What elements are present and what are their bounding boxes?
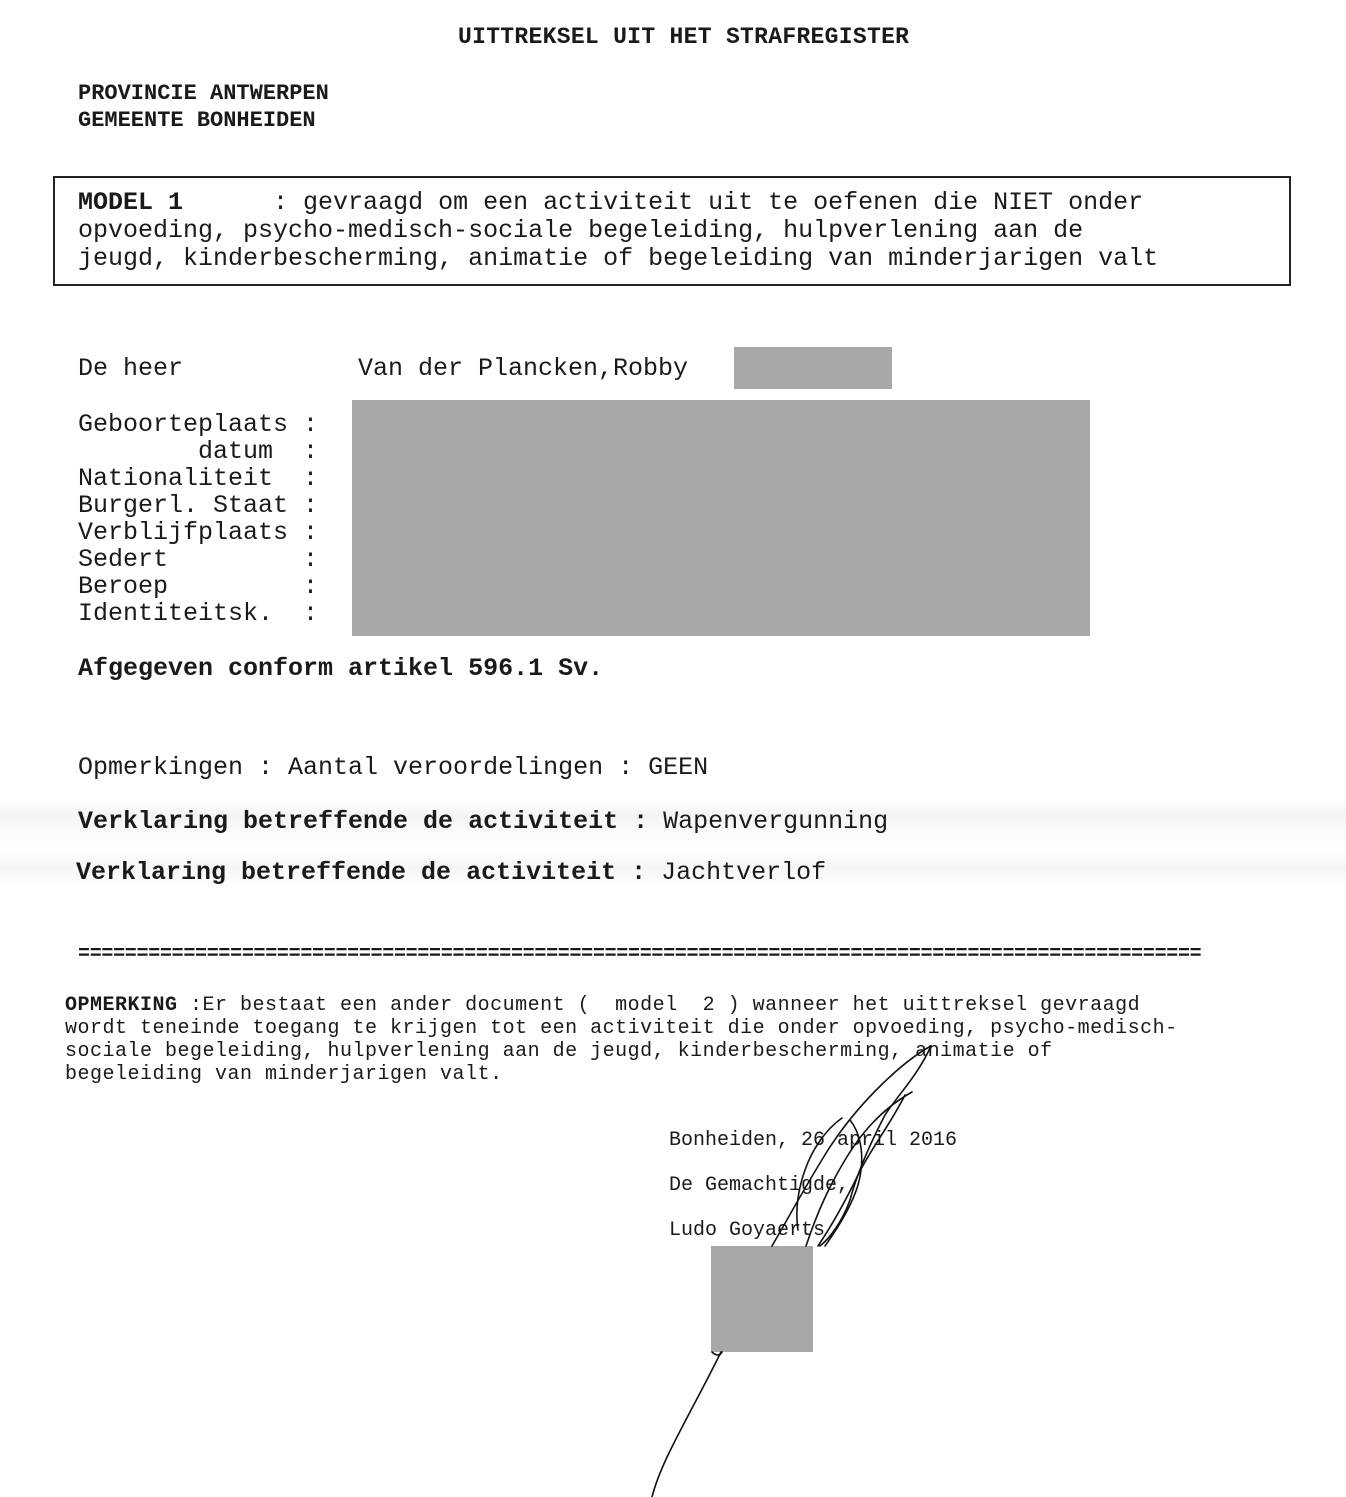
- place-date: Bonheiden, 26 april 2016: [669, 1129, 958, 1152]
- document-title: UITTREKSEL UIT HET STRAFREGISTER: [458, 24, 910, 50]
- municipality-heading: GEMEENTE BONHEIDEN: [78, 108, 316, 133]
- issued-statement: Afgegeven conform artikel 596.1 Sv.: [78, 654, 604, 683]
- field-label-id-card: Identiteitsk. :: [78, 599, 319, 628]
- declaration-row: [78, 807, 888, 836]
- model-text-1: : gevraagd om een activiteit uit te oefenen die NIET onder: [183, 188, 1144, 217]
- field-label-birthdate: datum :: [78, 437, 319, 466]
- declaration-separator: :: [616, 858, 662, 887]
- redaction-block: [711, 1246, 813, 1352]
- model-line-2: opvoeding, psycho-medisch-sociale begeleiding, hulpverlening aan de: [78, 216, 1084, 245]
- province-heading: PROVINCIE ANTWERPEN: [78, 81, 329, 106]
- remarks-line: Opmerkingen : Aantal veroordelingen : GEEN: [78, 753, 709, 782]
- field-label-birthplace: Geboorteplaats :: [78, 410, 319, 439]
- declaration-separator: :: [618, 807, 664, 836]
- declaration-row: [76, 858, 826, 887]
- model-line-3: jeugd, kinderbescherming, animatie of begeleiding van minderjarigen valt: [78, 244, 1159, 273]
- redaction-block: [734, 347, 892, 389]
- person-name: Van der Plancken,Robby: [358, 354, 689, 383]
- note-line-2: wordt teneinde toegang te krijgen tot een activiteit die onder opvoeding, psycho-medisch-: [65, 1017, 1178, 1040]
- declaration-value: Jachtverlof: [661, 858, 827, 887]
- signatory-name: Ludo Goyaerts: [669, 1219, 826, 1242]
- model-line-1: [78, 188, 1143, 217]
- field-label-civil-status: Burgerl. Staat :: [78, 491, 319, 520]
- field-label-occupation: Beroep :: [78, 572, 319, 601]
- note-label: OPMERKING: [65, 994, 178, 1017]
- redaction-block: [352, 400, 1090, 636]
- declaration-label: Verklaring betreffende de activiteit: [78, 807, 619, 836]
- field-label-residence: Verblijfplaats :: [78, 518, 319, 547]
- field-label-nationality: Nationaliteit :: [78, 464, 319, 493]
- note-line-3: sociale begeleiding, hulpverlening aan de jeugd, kinderbescherming, animatie of: [65, 1040, 1053, 1063]
- declaration-label: Verklaring betreffende de activiteit: [76, 858, 617, 887]
- field-label-since: Sedert :: [78, 545, 319, 574]
- note-text-1: :Er bestaat een ander document ( model 2 ) wanneer het uittreksel gevraagd: [177, 994, 1141, 1017]
- note-line-1: [65, 994, 1140, 1017]
- salutation: De heer: [78, 354, 184, 383]
- declaration-value: Wapenvergunning: [663, 807, 889, 836]
- signatory-role: De Gemachtigde,: [669, 1174, 850, 1197]
- separator-line: ================================================================================================: [78, 943, 1202, 966]
- model-label: MODEL 1: [78, 188, 184, 217]
- note-line-4: begeleiding van minderjarigen valt.: [65, 1063, 503, 1086]
